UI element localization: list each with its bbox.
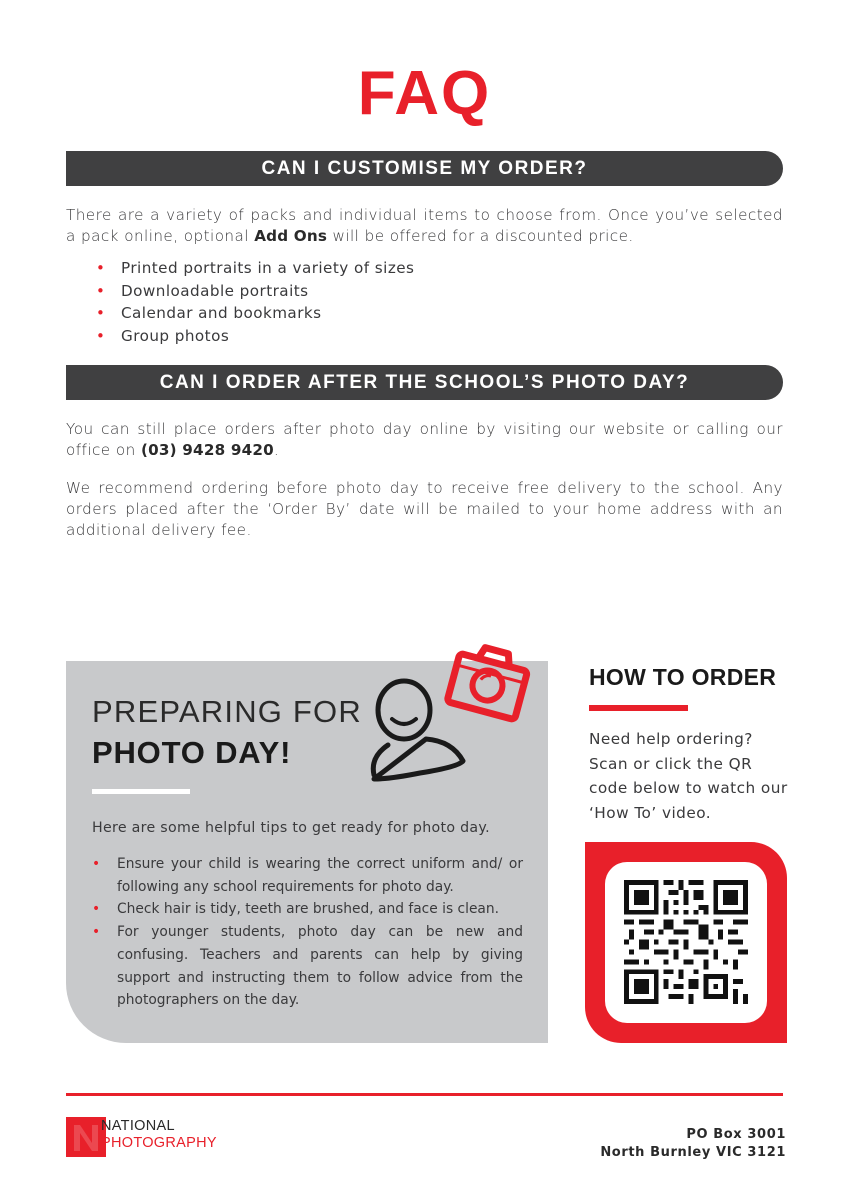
order-after-paragraph: You can still place orders after photo day online by visiting our website or calling our office on (03) 9428 9420. bbox=[66, 420, 783, 459]
national-photography-logo-icon bbox=[66, 1117, 106, 1157]
how-to-order-title: HOW TO ORDER bbox=[589, 664, 777, 690]
page-title: FAQ bbox=[357, 59, 492, 128]
add-ons-text: Add Ons bbox=[254, 227, 328, 245]
section-heading-customise: CAN I CUSTOMISE MY ORDER? bbox=[66, 151, 783, 186]
photo-day-divider bbox=[92, 789, 190, 794]
how-to-order-text: Need help ordering? Scan or click the QR code below to watch our ‘How To’ video. bbox=[589, 730, 788, 823]
list-item: • Ensure your child is wearing the correct uniform and/ or following any school requirements for photo day. bbox=[92, 853, 523, 898]
list-item: • For younger students, photo day can be new and confusing. Teachers and parents can help by giving support and instructing them to follow advice from the photographers on the day. bbox=[92, 921, 523, 1012]
list-item: • Downloadable portraits bbox=[96, 280, 414, 303]
customise-list bbox=[96, 257, 414, 348]
delivery-paragraph: We recommend ordering before photo day to receive free delivery to the school. Any orders placed after the ‘Order By’ date will be mailed to your home address with an additional delivery fee. bbox=[66, 479, 783, 539]
list-item: • Check hair is tidy, teeth are brushed, and face is clean. bbox=[92, 898, 523, 921]
photo-day-tips bbox=[92, 853, 523, 1012]
footer-divider bbox=[66, 1093, 783, 1096]
qr-code[interactable] bbox=[624, 880, 748, 1004]
photo-day-title-line2: PHOTO DAY! bbox=[92, 735, 292, 770]
list-item: • Calendar and bookmarks bbox=[96, 302, 414, 325]
postal-address: PO Box 3001 North Burnley VIC 3121 bbox=[600, 1127, 786, 1160]
photo-day-title-line1: PREPARING FOR bbox=[92, 694, 362, 729]
person-icon bbox=[360, 675, 470, 790]
section-heading-order-after: CAN I ORDER AFTER THE SCHOOL’S PHOTO DAY? bbox=[66, 365, 783, 400]
how-to-order-divider bbox=[589, 705, 688, 711]
customise-paragraph: There are a variety of packs and individual items to choose from. Once you’ve selected a pack online, optional Add Ons will be offered for a discounted price. bbox=[66, 206, 783, 245]
photo-day-intro: Here are some helpful tips to get ready for photo day. bbox=[92, 820, 490, 836]
logo-wordmark: NATIONAL PHOTOGRAPHY bbox=[101, 1118, 217, 1151]
list-item: • Group photos bbox=[96, 325, 414, 348]
list-item: • Printed portraits in a variety of sizes bbox=[96, 257, 414, 280]
phone-number: (03) 9428 9420 bbox=[140, 441, 274, 459]
